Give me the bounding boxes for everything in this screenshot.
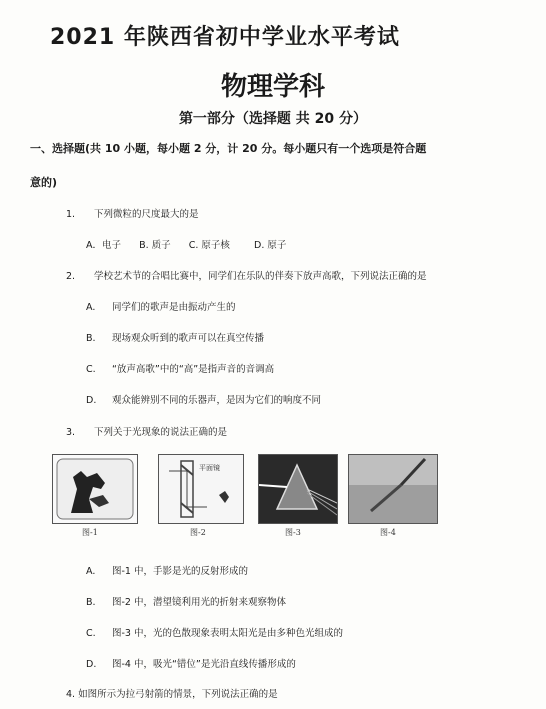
option-label: B.	[139, 240, 149, 251]
question-3-option-b	[86, 594, 286, 608]
figure-1-caption: 图-1	[82, 528, 98, 537]
option-label: A.	[86, 566, 96, 577]
question-4	[66, 686, 278, 700]
question-2	[66, 268, 427, 282]
exam-title: 2021 年陕西省初中学业水平考试	[50, 25, 400, 50]
option-text: 质子	[151, 240, 171, 251]
figure-2-periscope	[158, 454, 244, 524]
question-2-option-b	[86, 330, 264, 344]
option-label: C.	[86, 628, 96, 639]
option-label: D.	[86, 659, 97, 670]
question-text: 下列微粒的尺度最大的是	[94, 209, 199, 220]
question-3	[66, 424, 227, 438]
option-text: “放声高歌”中的“高”是指声音的音调高	[112, 364, 275, 375]
option-text: 现场观众听到的歌声可以在真空传播	[112, 333, 265, 344]
question-text: 下列关于光现象的说法正确的是	[94, 427, 228, 438]
question-1-options	[86, 237, 286, 251]
question-number: 3.	[66, 427, 76, 438]
figure-3-prism	[258, 454, 338, 524]
question-2-option-d	[86, 392, 321, 406]
option-label: B.	[86, 333, 96, 344]
question-2-option-a	[86, 299, 236, 313]
question-text: 学校艺术节的合唱比赛中，同学们在乐队的伴奏下放声高歌，下列说法正确的是	[94, 271, 427, 282]
question-3-option-d	[86, 656, 296, 670]
periscope-label: 平面镜	[199, 464, 220, 472]
question-number: 4.	[66, 689, 76, 700]
figure-3-caption: 图-3	[285, 528, 301, 537]
option-text: 图-2 中，潜望镜利用光的折射来观察物体	[112, 597, 286, 608]
pencil-in-water-icon	[349, 455, 437, 523]
option-text: 电子	[102, 240, 122, 251]
option-text: 图-3 中，光的色散现象表明太阳光是由多种色光组成的	[112, 628, 343, 639]
question-3-option-c	[86, 625, 343, 639]
figure-4-caption: 图-4	[380, 528, 396, 537]
subject-title: 物理学科	[220, 72, 325, 102]
question-1	[66, 206, 199, 220]
option-label: A．	[86, 240, 102, 251]
figure-4-pencil-in-water	[348, 454, 438, 524]
figure-1-hand-shadow	[52, 454, 138, 524]
section-instructions: 一、选择题(共 10 小题，每小题 2 分，计 20 分。每小题只有一个选项是符合题	[30, 142, 427, 155]
option-label: A.	[86, 302, 96, 313]
figure-2-caption: 图-2	[190, 528, 206, 537]
question-text: 如图所示为拉弓射箭的情景，下列说法正确的是	[78, 689, 278, 700]
option-text: 原子	[267, 240, 287, 251]
option-label: C.	[86, 364, 96, 375]
prism-dispersion-icon	[259, 455, 337, 523]
question-number: 1.	[66, 209, 76, 220]
option-text: 图-1 中，手影是光的反射形成的	[112, 566, 248, 577]
option-label: D.	[86, 395, 97, 406]
option-label: C.	[188, 240, 199, 251]
question-2-option-c	[86, 361, 274, 375]
part-title: 第一部分（选择题 共 20 分）	[178, 111, 368, 127]
question-number: 2.	[66, 271, 76, 282]
option-text: 观众能辨别不同的乐器声，是因为它们的响度不同	[112, 395, 322, 406]
question-3-option-a	[86, 563, 248, 577]
option-text: 同学们的歌声是由振动产生的	[112, 302, 236, 313]
option-label: D.	[254, 240, 265, 251]
option-label: B.	[86, 597, 96, 608]
hand-shadow-horse-icon	[53, 455, 137, 523]
section-instructions-cont: 意的)	[30, 176, 58, 189]
option-text: 原子核	[201, 240, 230, 251]
option-text: 图-4 中，吸光“错位”是光沿直线传播形成的	[112, 659, 296, 670]
